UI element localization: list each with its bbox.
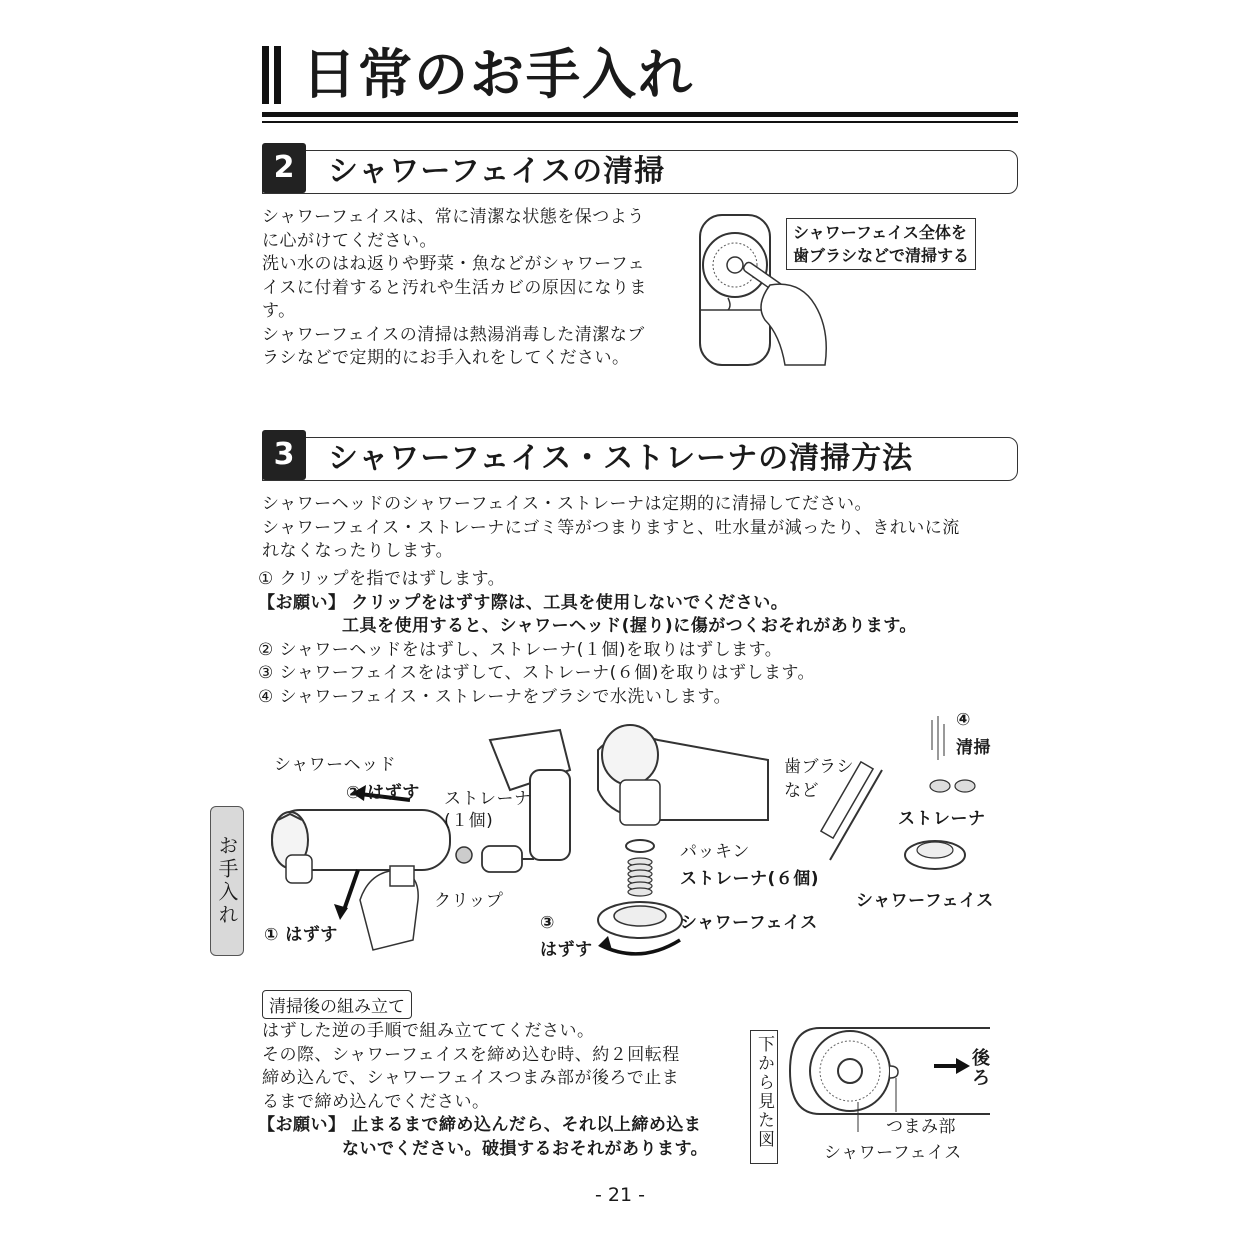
callout-line: 歯ブラシなどで清掃する [793,246,970,265]
text-line: 洗い水のはね返りや野菜・魚などがシャワーフェ [262,254,645,274]
text-line: す。 [262,301,296,321]
callout-line: シャワーフェイス全体を [793,223,967,242]
label-back-2: ろ [972,1068,991,1089]
step-1: ① クリップを指ではずします。 [258,569,506,589]
text-line: その際、シャワーフェイスを締め込む時、約２回転程 [262,1044,680,1065]
label-remove-3-num: ③ [540,913,555,933]
text-line: るまで締め込んでください。 [262,1091,490,1112]
text-line: に心がけてください。 [262,230,437,251]
title-rule-thin [262,121,1018,123]
text-line: ラシなどで定期的にお手入れをしてください。 [262,348,630,368]
label-remove-3: はずす [540,940,593,960]
assembly-heading: 清掃後の組み立て [262,990,412,1019]
text-line: シャワーフェイスは、常に清潔な状態を保つよう [262,207,645,227]
view-from-below-label: 下から見た図 [750,1030,778,1164]
label-remove-2: ② はずす [346,783,420,803]
section3-title: シャワーフェイス・ストレーナの清掃方法 [328,441,914,476]
text-line: はずした逆の手順で組み立ててください。 [262,1021,595,1041]
section2-text [262,206,682,371]
step-2: ② シャワーヘッドをはずし、ストレーナ(１個)を取りはずします。 [258,639,783,660]
step-3: ③ シャワーフェイスをはずして、ストレーナ(６個)を取りはずします。 [258,663,815,683]
label-knob: つまみ部 [886,1117,956,1137]
caution-text: 止まるまで締め込んだら、それ以上締め込ま [351,1115,702,1135]
assembly-text [262,1020,742,1114]
caution-label: 【お願い】 [258,1115,346,1135]
section3-intro [262,493,1022,564]
text-line: れなくなったりします。 [262,541,454,561]
section2-number: 2 [262,143,306,193]
label-shower-face-bottom: シャワーフェイス [824,1143,962,1163]
text-line: シャワーヘッドのシャワーフェイス・ストレーナは定期的に清掃してださい。 [262,494,872,514]
title-rule [262,112,1018,117]
label-toothbrush: 歯ブラシ [784,757,854,777]
label-shower-head: シャワーヘッド [274,755,397,775]
text-line: シャワーフェイス・ストレーナにゴミ等がつまりますと、吐水量が減ったり、きれいに流 [262,517,960,538]
caution-text: クリップをはずす際は、工具を使用しないでください。 [351,592,789,613]
page-number: - 21 - [595,1184,645,1206]
label-shower-face-mid: シャワーフェイス [680,913,818,933]
caution-text: 工具を使用すると、シャワーヘッド(握り)に傷がつくおそれがあります。 [342,616,917,636]
page-title: 日常のお手入れ [302,43,694,106]
section2-title: シャワーフェイスの清掃 [328,154,666,189]
label-strainer-6: ストレーナ(６個) [680,869,820,889]
label-packing: パッキン [680,842,750,862]
caution-row [258,592,1028,616]
caution-row [258,1114,738,1138]
label-toothbrush-etc: など [784,781,819,801]
assembly-caution [258,1114,738,1161]
label-strainer-right: ストレーナ [898,809,986,829]
section3-number: 3 [262,430,306,480]
section3-steps [258,568,1028,709]
section2-callout [786,218,976,270]
bottom-view-diagram [790,1026,1000,1116]
text-line: イスに付着すると汚れや生活カビの原因になりま [262,277,647,298]
label-clean-4-num: ④ [956,710,971,730]
label-strainer-1-count: (１個) [444,811,494,831]
label-remove-1: ① はずす [264,925,338,945]
side-tab: お手入れ [210,806,244,956]
label-clip: クリップ [434,891,504,911]
caution-label: 【お願い】 [258,592,346,613]
caution-text: ないでください。破損するおそれがあります。 [342,1138,709,1159]
title-bars [262,46,290,104]
text-line: シャワーフェイスの清掃は熱湯消毒した清潔なブ [262,324,645,345]
label-back: 後 [972,1048,991,1069]
text-line: 締め込んで、シャワーフェイスつまみ部が後ろで止ま [262,1068,680,1088]
label-shower-face-right: シャワーフェイス [856,891,994,911]
label-clean-4: 清掃 [956,738,991,758]
label-strainer-1: ストレーナ [444,789,532,809]
step-4: ④ シャワーフェイス・ストレーナをブラシで水洗いします。 [258,686,732,707]
